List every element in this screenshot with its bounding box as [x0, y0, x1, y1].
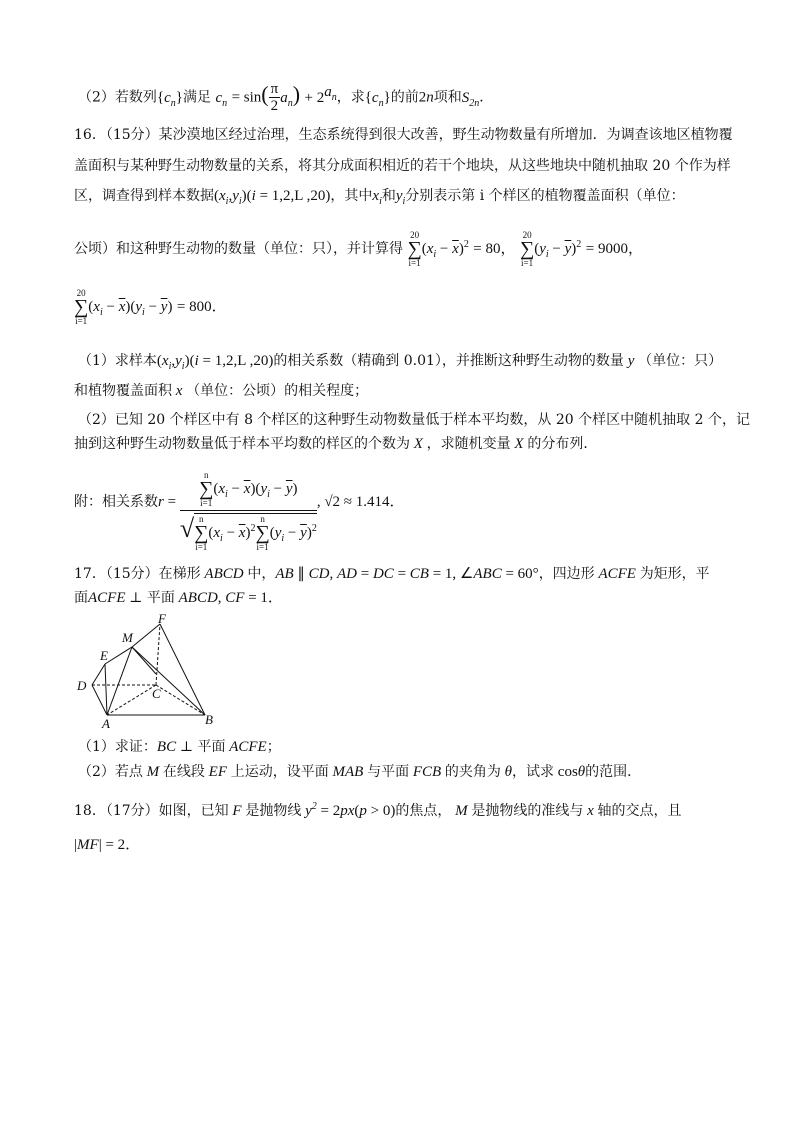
label-E: E	[100, 648, 108, 663]
edge-DA	[92, 685, 107, 715]
edge-FM	[132, 624, 160, 647]
q17-part2: （2）若点 M 在线段 EF 上运动，设平面 MAB 与平面 FCB 的夹角为 θ，试求 cosθ的范围．	[78, 764, 642, 780]
label-A: A	[102, 716, 110, 731]
q16-line2: 盖面积与某种野生动物数量的关系，将其分成面积相近的若干个地块，从这些地块中随机抽取 20 个作为样	[74, 158, 731, 174]
q16-part1-line2: 和植物覆盖面积 x （单位：公顷）的相关程度；	[74, 383, 369, 399]
label-C: C	[152, 686, 161, 701]
trapezoid-rectangle-figure	[72, 612, 222, 732]
sum-symbol: 20 ∑ i=1	[74, 288, 89, 326]
sum-symbol: 20 ∑ i=1	[519, 230, 535, 268]
sum-symbol: 20 ∑ i=1	[407, 230, 422, 268]
edge-ME	[105, 647, 132, 664]
q16-line5: 20 ∑ i=1 $(x_i - \overline{x})(y_i - \overline{y}) = 800$．	[74, 288, 227, 326]
q18-line2: |MF| = 2．	[74, 837, 141, 853]
label-B: B	[205, 712, 213, 727]
q17-line2: 面ACFE ⊥ 平面 ABCD, CF = 1．	[74, 590, 283, 606]
correlation-formula: n ∑ i=1 $(x_i - \overline{x})(y_i - \overline{y})$ √ n ∑ i=1 $(x_i - \overline{x})^2$ n ∑ i=1 $(y_i - \overline{y})^2$	[179, 470, 317, 552]
label-D: D	[77, 678, 87, 693]
q18-line1: 18．（17分）如图，已知 F 是抛物线 $y^2 = 2px(p > 0)$的焦点， M 是抛物线的准线与 x 轴的交点，且	[74, 801, 682, 819]
edge-CA	[107, 685, 156, 715]
edge-MC	[132, 647, 156, 674]
edge-MA	[107, 647, 132, 715]
q16-part2-line1: （2）已知 20 个样区中有 8 个样区的这种野生动物数量低于样本平均数，从 20 个样区中随机抽取 2 个，记	[78, 412, 750, 428]
edge-MB	[132, 647, 205, 715]
q16-part1-line1: （1）求样本$(x_i,y_i)(i = 1,2,L$ ,20)的相关系数（精确到 0.01），并推断这种野生动物的数量 y （单位：只）	[78, 353, 723, 372]
q16-line1: 16．（15分）某沙漠地区经过治理，生态系统得到很大改善，野生动物数量有所增加．为调查该地区植物覆	[74, 127, 733, 143]
q17-line1: 17．（15分）在梯形 ABCD 中，AB ∥ CD, AD = DC = CB = 1, ∠ABC = 60°，四边形 ACFE 为矩形，平	[74, 566, 710, 582]
q16-line4: 公顷）和这种野生动物的数量（单位：只），并计算得 20 ∑ i=1 $(x_i - \overline{x})^2 = 80$， 20 ∑ i=1 $(y_i - \overline{y})^2 = 9000$，	[74, 230, 643, 268]
q16-note: 附：相关系数r = n ∑ i=1 $(x_i - \overline{x})(y_i - \overline{y})$ √ n ∑ i=1 $(x_i - \overline{x})^2$ n ∑ i=1 $(y_i - \overline{y})^2$ , √2 ≈ 1.414．	[74, 470, 405, 552]
q15-part2-line: （2）若数列$\{c_n\}$满足 $c_n = \sin$( $\frac{\pi}{2}$ $a_n) + 2^{a_n}$，求$\{c_n\}$的前2n项和$S_{2n}$．	[78, 81, 494, 114]
label-M: M	[122, 630, 133, 645]
q16-line3: 区，调查得到样本数据$(x_i,y_i)(i = 1,2,L$ ,20)，其中$x_i$和$y_i$分别表示第 i 个样区的植物覆盖面积（单位：	[74, 188, 685, 207]
fraction-pi-over-2: $\frac{\pi}{2}$	[270, 81, 279, 114]
edge-ED	[92, 664, 105, 685]
edge-CF	[156, 624, 160, 685]
q16-part2-line2: 抽到这种野生动物数量低于样本平均数的样区的个数为 X ，求随机变量 X 的分布列．	[74, 436, 598, 452]
edge-EA	[105, 664, 107, 715]
label-F: F	[158, 612, 166, 626]
q17-part1: （1）求证：BC ⊥ 平面 ACFE；	[78, 739, 281, 755]
